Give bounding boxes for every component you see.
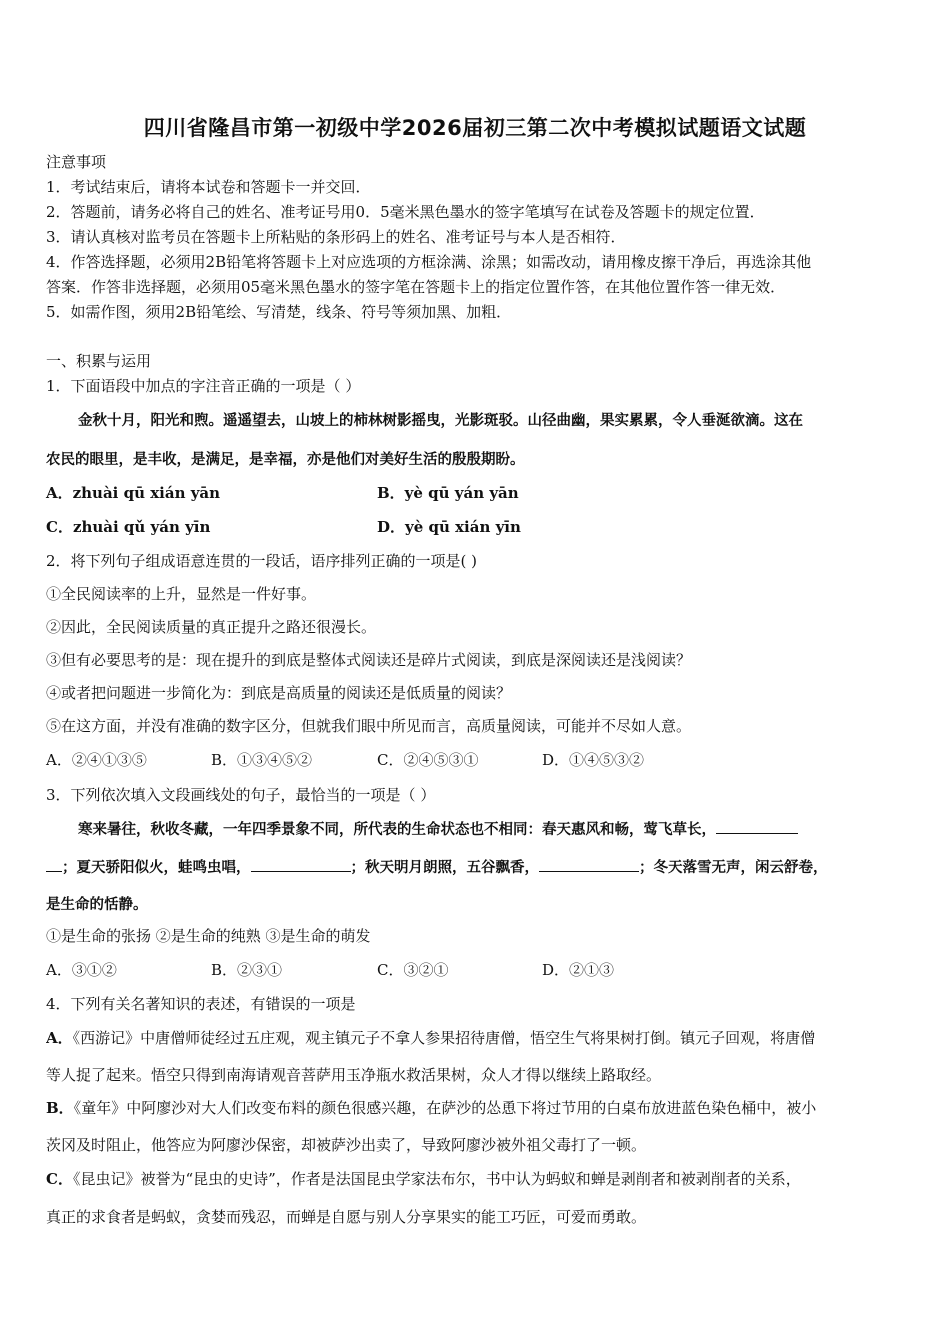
notice-item: 4．作答选择题，必须用2B铅笔将答题卡上对应选项的方框涂满、涂黑；如需改动，请用橡皮擦干净后，再选涂其他	[46, 253, 812, 271]
question-2-sentence: ③但有必要思考的是：现在提升的到底是整体式阅读还是碎片式阅读，到底是深阅读还是浅阅读？	[46, 651, 692, 669]
notice-item: 3．请认真核对监考员在答题卡上所粘贴的条形码上的姓名、准考证号与本人是否相符．	[46, 228, 626, 246]
question-1-passage: 金秋十月，阳光和煦。遥遥望去，山坡上的柿林树影摇曳，光影斑驳。山径曲幽，果实累累，令人垂涎欲滴。这在	[78, 412, 803, 429]
question-4-option-c	[46, 1168, 908, 1189]
question-2-option-b: B．①③④⑤②	[211, 751, 313, 769]
question-3-option-a: A．③①②	[46, 961, 117, 979]
question-1-option-d: D．yè qū xián yīn	[377, 518, 521, 536]
answer-blank	[716, 819, 798, 834]
option-text: 《西游记》中唐僧师徒经过五庄观，观主镇元子不拿人参果招待唐僧，悟空生气将果树打倒。镇元子回观，将唐僧	[72, 1029, 816, 1047]
question-4-option-a	[46, 1027, 908, 1048]
option-label: C．	[46, 1170, 73, 1188]
question-3-option-d: D．②①③	[542, 961, 615, 979]
notice-item: 2．答题前，请务必将自己的姓名、准考证号用0．5毫米黑色墨水的签字笔填写在试卷及答题卡的规定位置．	[46, 203, 765, 221]
question-4-option-b	[46, 1097, 908, 1118]
question-4-option-b-cont: 茨冈及时阻止，他答应为阿廖沙保密，却被萨沙出卖了，导致阿廖沙被外祖父毒打了一顿。	[46, 1136, 647, 1154]
option-label: A．	[46, 1029, 73, 1047]
question-2-option-a: A．②④①③⑤	[46, 751, 147, 769]
answer-blank	[251, 857, 351, 872]
question-3-passage	[46, 856, 908, 877]
question-4-option-c-cont: 真正的求食者是蚂蚁，贪婪而残忍，而蝉是自愿与别人分享果实的能工巧匠，可爱而勇敢。	[46, 1208, 647, 1226]
option-text: 《童年》中阿廖沙对大人们改变布料的颜色很感兴趣，在萨沙的怂恿下将过节用的白桌布放进蓝色染色桶中，被小	[73, 1099, 817, 1117]
question-3-stem: 3．下列依次填入文段画线处的句子，最恰当的一项是（ ）	[46, 786, 436, 804]
question-2-option-d: D．①④⑤③②	[542, 751, 645, 769]
question-2-option-c: C．②④⑤③①	[377, 751, 479, 769]
answer-blank	[46, 857, 62, 872]
question-3-option-b: B．②③①	[211, 961, 283, 979]
question-1-option-c: C．zhuài qǔ yán yīn	[46, 518, 211, 536]
option-label: B．	[46, 1099, 74, 1117]
question-2-stem: 2．将下列句子组成语意连贯的一段话，语序排列正确的一项是( )	[46, 552, 478, 570]
question-2-sentence: ④或者把问题进一步简化为：到底是高质量的阅读还是低质量的阅读？	[46, 684, 512, 702]
notice-item: 答案．作答非选择题，必须用05毫米黑色墨水的签字笔在答题卡上的指定位置作答，在其他位置作答一律无效．	[46, 278, 786, 296]
question-1-option-a: A．zhuài qū xián yān	[46, 484, 221, 502]
question-4-option-a-cont: 等人捉了起来。悟空只得到南海请观音菩萨用玉净瓶水救活果树，众人才得以继续上路取经。	[46, 1066, 662, 1084]
question-3-passage-text: ；夏天骄阳似火，蛙鸣虫唱，	[62, 859, 251, 876]
section-heading: 一、积累与运用	[46, 352, 152, 370]
notice-item: 1．考试结束后，请将本试卷和答题卡一并交回．	[46, 178, 371, 196]
question-3-option-c: C．③②①	[377, 961, 449, 979]
notice-item: 5．如需作图，须用2B铅笔绘、写清楚，线条、符号等须加黑、加粗．	[46, 303, 512, 321]
question-3-passage-text: 寒来暑往，秋收冬藏，一年四季景象不同，所代表的生命状态也不相同：春天惠风和畅，莺飞草长，	[78, 821, 716, 838]
question-1-option-b: B．yè qū yán yān	[377, 484, 519, 502]
page-title: 四川省隆昌市第一初级中学2026届初三第二次中考模拟试题语文试题	[143, 116, 807, 140]
question-2-sentence: ⑤在这方面，并没有准确的数字区分，但就我们眼中所见而言，高质量阅读，可能并不尽如人意。	[46, 717, 692, 735]
question-3-passage-text: ；冬天落雪无声，闲云舒卷，	[639, 859, 828, 876]
question-3-choices: ①是生命的张扬 ②是生命的纯熟 ③是生命的萌发	[46, 927, 371, 945]
option-text: 《昆虫记》被誉为“昆虫的史诗”，作者是法国昆虫学家法布尔，书中认为蚂蚁和蝉是剥削者和被剥削者的关系，	[72, 1170, 801, 1188]
notice-heading: 注意事项	[46, 153, 107, 171]
question-3-passage	[78, 818, 908, 839]
answer-blank	[539, 857, 639, 872]
question-2-sentence: ①全民阅读率的上升，显然是一件好事。	[46, 585, 317, 603]
question-2-sentence: ②因此，全民阅读质量的真正提升之路还很漫长。	[46, 618, 377, 636]
question-4-stem: 4．下列有关名著知识的表述，有错误的一项是	[46, 995, 356, 1013]
question-1-stem: 1．下面语段中加点的字注音正确的一项是（ ）	[46, 377, 361, 395]
question-3-passage: 是生命的恬静。	[46, 896, 148, 913]
question-1-passage: 农民的眼里，是丰收，是满足，是幸福，亦是他们对美好生活的殷殷期盼。	[46, 451, 525, 468]
question-3-passage-text: ；秋天明月朗照，五谷飘香，	[350, 859, 539, 876]
